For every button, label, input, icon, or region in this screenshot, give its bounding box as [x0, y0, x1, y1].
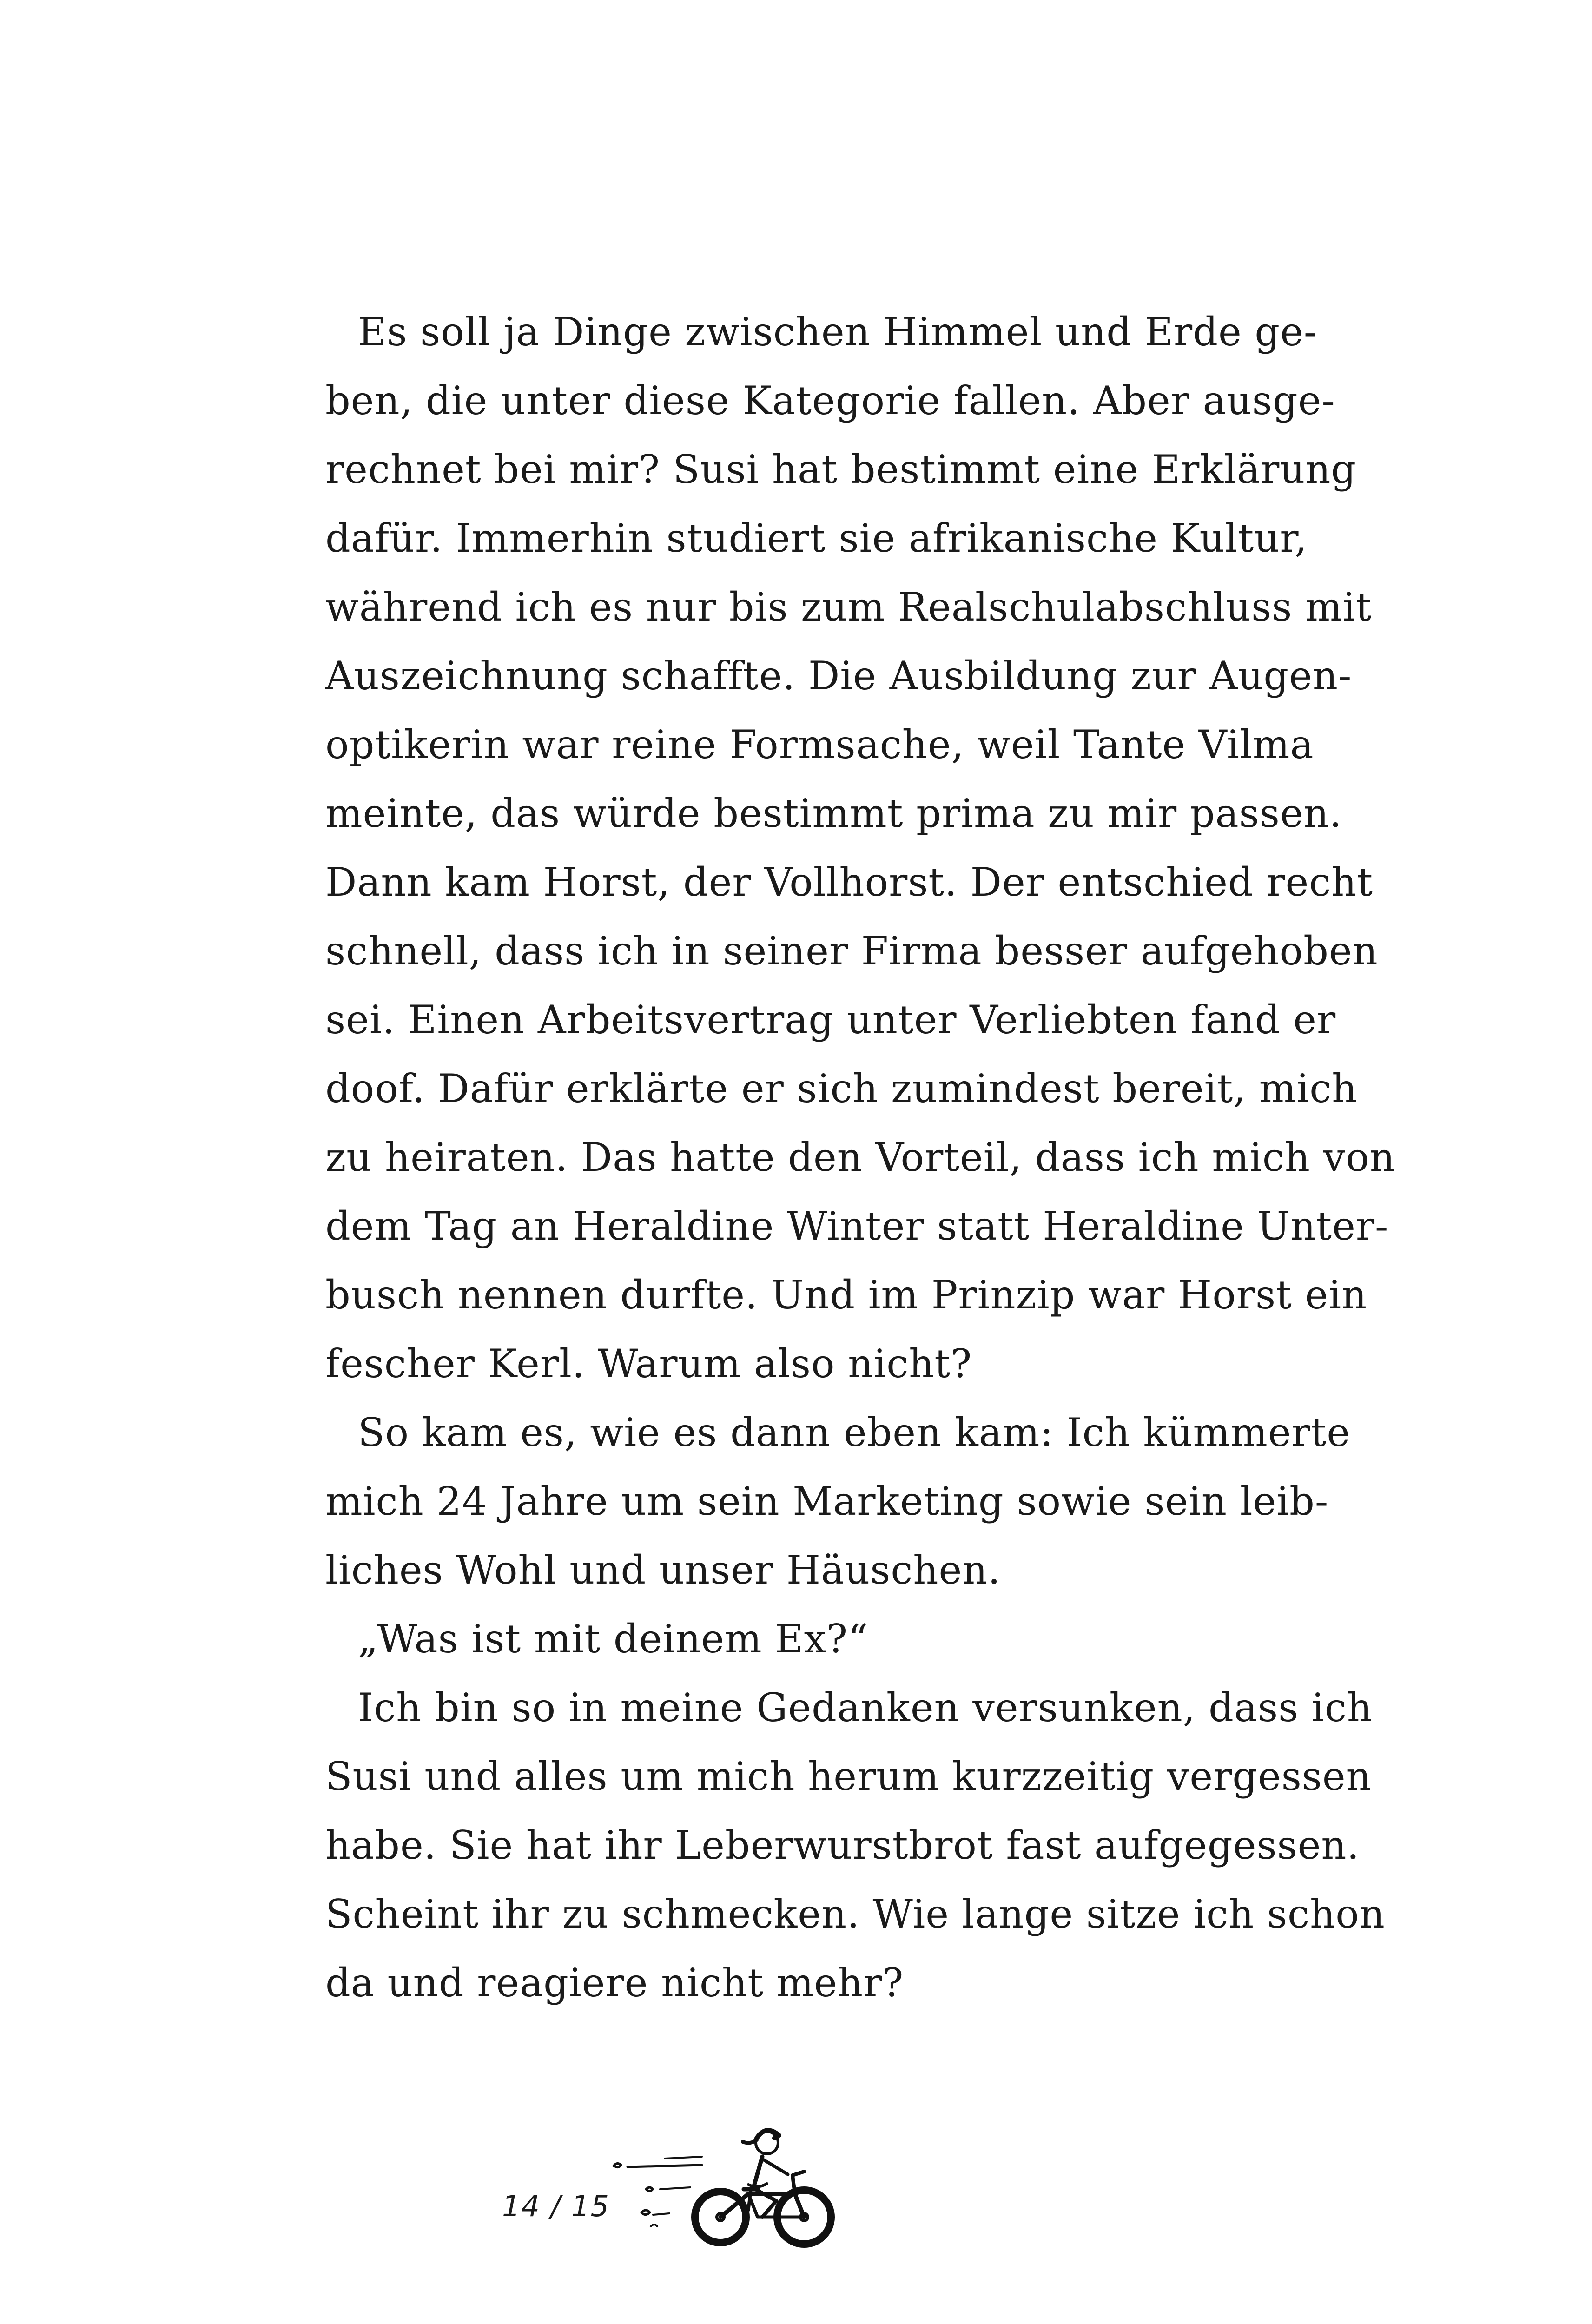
page-number: 14 / 15	[502, 2189, 610, 2223]
text-line: optikerin war reine Formsache, weil Tante Vilma	[325, 722, 1314, 767]
text-line: Auszeichnung schaffte. Die Ausbildung zur Augen-	[325, 653, 1352, 699]
text-line: dem Tag an Heraldine Winter statt Heraldine Unter-	[325, 1203, 1389, 1249]
text-line: Scheint ihr zu schmecken. Wie lange sitze ich schon	[325, 1891, 1385, 1937]
text-line: mich 24 Jahre um sein Marketing sowie sein leib-	[325, 1479, 1329, 1524]
text-line: Es soll ja Dinge zwischen Himmel und Erde ge-	[358, 309, 1318, 355]
text-line: So kam es, wie es dann eben kam: Ich kümmerte	[358, 1410, 1351, 1455]
text-line: zu heiraten. Das hatte den Vorteil, dass ich mich von	[325, 1135, 1395, 1180]
text-line: busch nennen durfte. Und im Prinzip war Horst ein	[325, 1272, 1367, 1318]
text-line: Susi und alles um mich herum kurzzeitig vergessen	[325, 1754, 1372, 1799]
text-line: rechnet bei mir? Susi hat bestimmt eine Erklärung	[325, 447, 1357, 492]
text-line: doof. Dafür erklärte er sich zumindest bereit, mich	[325, 1066, 1358, 1111]
text-line: Dann kam Horst, der Vollhorst. Der entschied recht	[325, 859, 1374, 905]
text-line: schnell, dass ich in seiner Firma besser aufgehoben	[325, 928, 1378, 974]
text-line: fescher Kerl. Warum also nicht?	[325, 1341, 972, 1386]
body-text	[325, 297, 1395, 2017]
text-line: „Was ist mit deinem Ex?“	[358, 1616, 869, 1662]
text-line: habe. Sie hat ihr Leberwurstbrot fast aufgegessen.	[325, 1822, 1360, 1868]
text-line: ben, die unter diese Kategorie fallen. Aber ausge-	[325, 378, 1335, 423]
text-line: meinte, das würde bestimmt prima zu mir passen.	[325, 791, 1342, 836]
text-line: da und reagiere nicht mehr?	[325, 1960, 904, 2006]
text-line: sei. Einen Arbeitsvertrag unter Verliebten fand er	[325, 997, 1336, 1043]
text-line: Ich bin so in meine Gedanken versunken, dass ich	[358, 1685, 1373, 1730]
text-line: dafür. Immerhin studiert sie afrikanische Kultur,	[325, 515, 1308, 561]
text-line: liches Wohl und unser Häuschen.	[325, 1547, 1001, 1593]
page-footer	[502, 2119, 855, 2250]
cyclist-icon	[609, 2119, 851, 2250]
text-line: während ich es nur bis zum Realschulabschluss mit	[325, 584, 1372, 630]
